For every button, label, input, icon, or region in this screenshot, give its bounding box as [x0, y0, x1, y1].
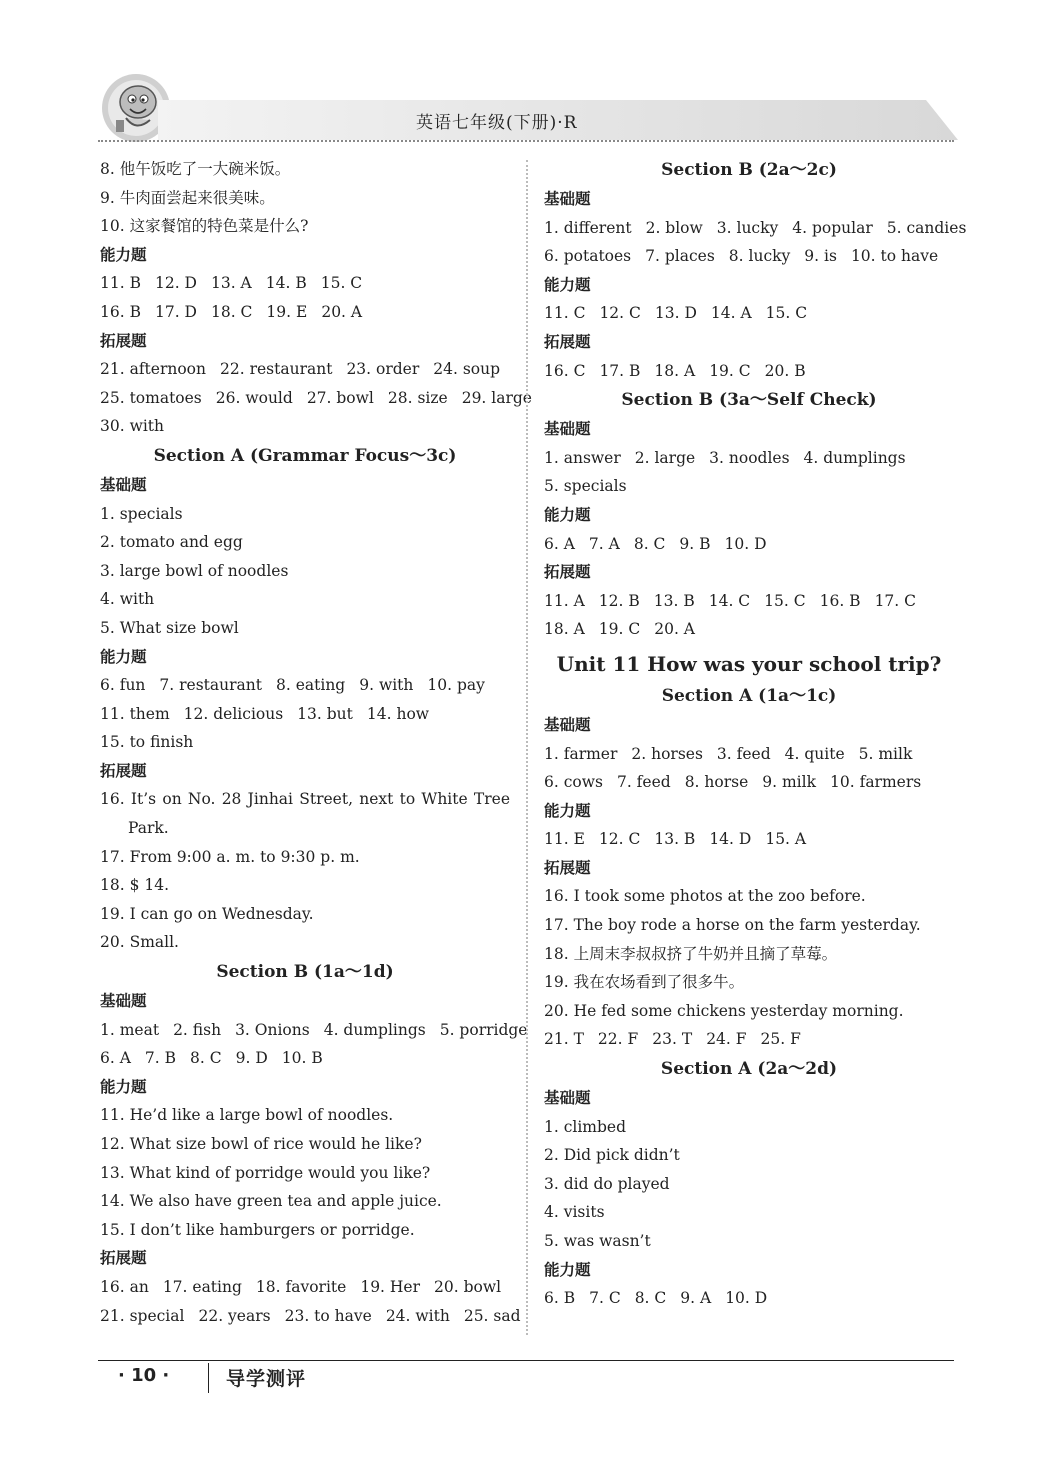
answer-line: 19. 我在农场看到了很多牛。	[544, 973, 745, 992]
answer-item: 10. to have	[850, 247, 939, 266]
answer-item: 20. B	[764, 361, 806, 380]
answer-item: 8. C	[190, 1049, 222, 1068]
answer-row	[100, 700, 510, 729]
header-title: 英语七年级(下册)·R	[416, 113, 578, 133]
answer-item: 1. answer	[544, 448, 621, 467]
left-column	[100, 155, 532, 1330]
answer-item: 23. order	[346, 360, 420, 379]
answer-item: 8. lucky	[728, 247, 791, 266]
answer-line: 3. large bowl of noodles	[100, 561, 289, 580]
answer-line-continued: Park.	[128, 819, 169, 838]
answer-line: 19. I can go on Wednesday.	[100, 904, 314, 923]
answer-item: 18. C	[210, 302, 253, 321]
answer-line: 9. 牛肉面尝起来很美味。	[100, 188, 275, 207]
answer-row	[100, 1016, 528, 1045]
answer-item: 6. A	[100, 1049, 131, 1068]
answer-line: 20. He fed some chickens yesterday morning.	[544, 1001, 904, 1020]
answer-item: 29. large	[461, 388, 532, 407]
answer-item: 14. C	[708, 591, 751, 610]
answer-item: 19. C	[709, 361, 751, 380]
answer-line: 13. What kind of porridge would you like?	[100, 1163, 431, 1182]
answer-item: 14. A	[710, 304, 752, 323]
answer-item: 12. D	[154, 274, 197, 293]
answer-line: 2. tomato and egg	[100, 533, 243, 552]
right-column	[544, 155, 967, 1313]
answer-item: 3. lucky	[716, 218, 779, 237]
answer-line: 18. $ 14.	[100, 876, 170, 895]
section-heading: Section B (1a～1d)	[216, 962, 394, 983]
category-heading: 拓展题	[100, 1249, 147, 1268]
answer-line: 5. specials	[544, 477, 627, 496]
category-heading: 能力题	[544, 505, 591, 524]
answer-item: 9. with	[359, 676, 414, 695]
category-heading: 拓展题	[544, 563, 591, 582]
answer-item: 22. F	[597, 1030, 639, 1049]
answer-row	[100, 671, 510, 700]
answer-item: 2. blow	[645, 218, 703, 237]
answer-item: 3. noodles	[709, 448, 790, 467]
answer-item: 10. D	[724, 534, 767, 553]
column-divider	[526, 160, 528, 1335]
answer-item: 8. horse	[684, 773, 749, 792]
answer-item: 25. F	[760, 1030, 801, 1049]
answer-item: 2. horses	[631, 744, 703, 763]
answer-item: 11. A	[544, 591, 585, 610]
answer-item: 22. years	[198, 1306, 271, 1325]
answer-row	[544, 1025, 954, 1054]
answer-item: 17. B	[599, 361, 641, 380]
answer-item: 13. but	[297, 704, 353, 723]
answer-line: 8. 他午饭吃了一大碗米饭。	[100, 160, 291, 178]
category-heading: 能力题	[100, 1077, 147, 1096]
category-heading: 能力题	[544, 801, 591, 820]
unit-heading: Unit 11 How was your school trip?	[556, 651, 942, 676]
answer-item: 14. D	[709, 830, 752, 849]
answer-line: 18. 上周末李叔叔挤了牛奶并且摘了草莓。	[544, 944, 838, 963]
answer-item: 18. favorite	[255, 1277, 347, 1296]
answer-item: 10. D	[725, 1289, 768, 1308]
answer-item: 4. dumplings	[323, 1020, 426, 1039]
answer-item: 13. D	[654, 304, 697, 323]
answer-item: 9. D	[235, 1049, 268, 1068]
answer-row	[544, 825, 954, 854]
answer-item: 7. places	[645, 247, 715, 266]
answer-item: 7. C	[589, 1289, 621, 1308]
answer-line: 2. Did pick didn’t	[544, 1146, 680, 1165]
answer-row	[100, 1044, 510, 1073]
section-heading: Section A (1a～1c)	[661, 685, 837, 706]
category-heading: 能力题	[100, 647, 147, 666]
page-header	[98, 72, 954, 144]
answer-item: 15. A	[765, 830, 807, 849]
answer-line: 15. to finish	[100, 733, 194, 752]
answer-line: 1. specials	[100, 504, 183, 523]
answer-line: 16. I took some photos at the zoo before.	[544, 887, 866, 906]
answer-item: 26. would	[215, 388, 293, 407]
answer-row	[100, 1273, 510, 1302]
answer-row	[544, 1284, 954, 1313]
category-heading: 拓展题	[544, 332, 591, 351]
answer-item: 7. B	[144, 1049, 177, 1068]
answer-item: 14. B	[265, 274, 307, 293]
answer-item: 19. C	[598, 620, 641, 639]
answer-item: 13. B	[653, 591, 695, 610]
answer-item: 20. A	[654, 620, 695, 639]
answer-line: 17. From 9:00 a. m. to 9:30 p. m.	[100, 847, 360, 866]
answer-item: 20. bowl	[434, 1277, 502, 1296]
answer-row	[544, 299, 954, 328]
answer-item: 10. farmers	[830, 773, 922, 792]
category-heading: 基础题	[544, 420, 591, 439]
answer-item: 22. restaurant	[220, 360, 333, 379]
answer-item: 5. porridge	[439, 1020, 528, 1039]
category-heading: 基础题	[544, 715, 591, 734]
answer-row	[100, 1302, 521, 1331]
answer-line: 4. with	[100, 590, 155, 609]
category-heading: 拓展题	[100, 331, 147, 350]
answer-item: 19. Her	[360, 1277, 421, 1296]
answer-item: 8. C	[634, 1289, 667, 1308]
answer-line: 11. He’d like a large bowl of noodles.	[100, 1106, 394, 1125]
section-heading: Section B (2a～2c)	[661, 160, 837, 180]
answer-item: 16. an	[100, 1277, 149, 1296]
answer-item: 3. Onions	[235, 1020, 310, 1039]
answer-row	[100, 355, 510, 384]
answer-row	[100, 269, 510, 298]
answer-item: 4. popular	[792, 218, 873, 237]
answer-item: 1. farmer	[544, 744, 618, 763]
answer-line: 4. visits	[544, 1203, 605, 1222]
answer-row	[544, 357, 954, 386]
answer-item: 15. C	[764, 591, 806, 610]
answer-item: 17. eating	[162, 1277, 242, 1296]
answer-item: 8. eating	[276, 676, 346, 695]
answer-item: 6. A	[544, 534, 575, 553]
answer-item: 6. B	[544, 1289, 576, 1308]
answer-item: 8. C	[633, 534, 666, 553]
answer-item: 12. C	[599, 304, 641, 323]
answer-item: 5. milk	[858, 744, 913, 763]
answer-item: 18. A	[544, 620, 585, 639]
answer-item: 9. B	[679, 534, 711, 553]
answer-item: 18. A	[654, 361, 696, 380]
answer-item: 25. tomatoes	[100, 388, 202, 407]
answer-item: 23. to have	[284, 1306, 372, 1325]
answer-line: 5. was wasn’t	[544, 1232, 651, 1250]
answer-row	[544, 587, 954, 616]
page-number: · 10 ·	[118, 1365, 170, 1386]
answer-item: 13. B	[654, 830, 696, 849]
answer-item: 17. C	[874, 591, 916, 610]
answer-line: 3. did do played	[544, 1174, 670, 1193]
answer-row	[544, 214, 967, 243]
answer-item: 11. B	[100, 274, 141, 293]
answer-item: 21. special	[100, 1306, 185, 1325]
answer-item: 1. different	[544, 218, 632, 237]
category-heading: 拓展题	[100, 761, 147, 780]
answer-item: 7. restaurant	[159, 676, 262, 695]
answer-item: 7. feed	[616, 773, 671, 792]
answer-item: 14. how	[366, 704, 430, 723]
section-heading: Section B (3a～Self Check)	[621, 390, 877, 411]
answer-item: 21. afternoon	[100, 360, 206, 379]
category-heading: 基础题	[544, 1089, 591, 1108]
category-heading: 拓展题	[544, 858, 591, 877]
answer-item: 15. C	[320, 274, 363, 293]
answer-item: 5. candies	[886, 218, 967, 237]
footer-separator	[208, 1363, 209, 1393]
answer-row	[544, 615, 954, 644]
answer-item: 23. T	[652, 1030, 693, 1049]
category-heading: 能力题	[544, 275, 591, 294]
answer-item: 10. pay	[427, 676, 485, 695]
answer-item: 11. C	[544, 304, 586, 323]
answer-item: 2. large	[634, 448, 696, 467]
answer-item: 27. bowl	[306, 388, 374, 407]
answer-item: 4. quite	[784, 744, 845, 763]
brand-name: 导学测评	[226, 1368, 307, 1390]
answer-item: 12. C	[598, 830, 641, 849]
answer-line: 15. I don’t like hamburgers or porridge.	[100, 1220, 415, 1239]
answer-item: 16. B	[100, 302, 141, 321]
answer-item: 24. with	[385, 1306, 450, 1325]
answer-item: 9. milk	[762, 773, 816, 792]
answer-item: 11. E	[544, 830, 585, 849]
answer-item: 9. A	[680, 1289, 712, 1308]
answer-item: 9. is	[804, 247, 837, 266]
answer-item: 10. B	[281, 1049, 323, 1068]
answer-line: 16. It’s on No. 28 Jinhai Street, next to White Tree	[100, 790, 510, 809]
category-heading: 能力题	[100, 245, 147, 264]
answer-line: 5. What size bowl	[100, 618, 239, 637]
section-heading: Section A (Grammar Focus～3c)	[153, 445, 457, 466]
category-heading: 基础题	[100, 992, 147, 1011]
answer-line: 12. What size bowl of rice would he like?	[100, 1135, 422, 1153]
answer-item: 20. A	[321, 302, 363, 321]
answer-line: 10. 这家餐馆的特色菜是什么?	[100, 217, 309, 236]
answer-line: 1. climbed	[544, 1117, 627, 1136]
answer-row	[100, 298, 510, 327]
answer-item: 4. dumplings	[803, 448, 906, 467]
answer-item: 24. F	[706, 1030, 747, 1049]
answer-item: 1. meat	[100, 1020, 160, 1039]
answer-item: 24. soup	[433, 360, 501, 379]
answer-line: 14. We also have green tea and apple juice.	[100, 1192, 442, 1211]
answer-row	[100, 384, 532, 413]
section-heading: Section A (2a～2d)	[660, 1059, 838, 1080]
answer-item: 12. B	[598, 591, 640, 610]
answer-line: 30. with	[100, 417, 165, 436]
footer-rule	[98, 1360, 954, 1361]
answer-item: 28. size	[387, 388, 448, 407]
answer-item: 2. fish	[173, 1020, 222, 1039]
answer-item: 15. C	[765, 304, 808, 323]
answer-item: 6. cows	[544, 773, 603, 792]
answer-item: 6. fun	[100, 676, 146, 695]
header-dotted-rule	[98, 140, 954, 142]
category-heading: 基础题	[544, 190, 591, 208]
answer-item: 6. potatoes	[544, 247, 632, 266]
answer-item: 17. D	[154, 302, 197, 321]
answer-item: 12. delicious	[183, 704, 284, 723]
category-heading: 基础题	[100, 475, 147, 494]
answer-item: 11. them	[100, 704, 170, 723]
category-heading: 能力题	[544, 1260, 591, 1279]
answer-line: 20. Small.	[100, 933, 179, 952]
answer-row	[544, 530, 954, 559]
answer-item: 3. feed	[716, 744, 771, 763]
answer-row	[544, 242, 954, 271]
answer-item: 13. A	[210, 274, 252, 293]
answer-item: 7. A	[588, 534, 620, 553]
answer-row	[544, 768, 954, 797]
answer-row	[544, 740, 954, 769]
answer-item: 21. T	[544, 1030, 584, 1049]
answer-line: 17. The boy rode a horse on the farm yesterday.	[544, 916, 921, 935]
answer-item: 16. C	[544, 361, 586, 380]
answer-row	[544, 444, 954, 473]
answer-item: 16. B	[819, 591, 861, 610]
answer-item: 19. E	[266, 302, 308, 321]
answer-item: 25. sad	[463, 1306, 521, 1325]
